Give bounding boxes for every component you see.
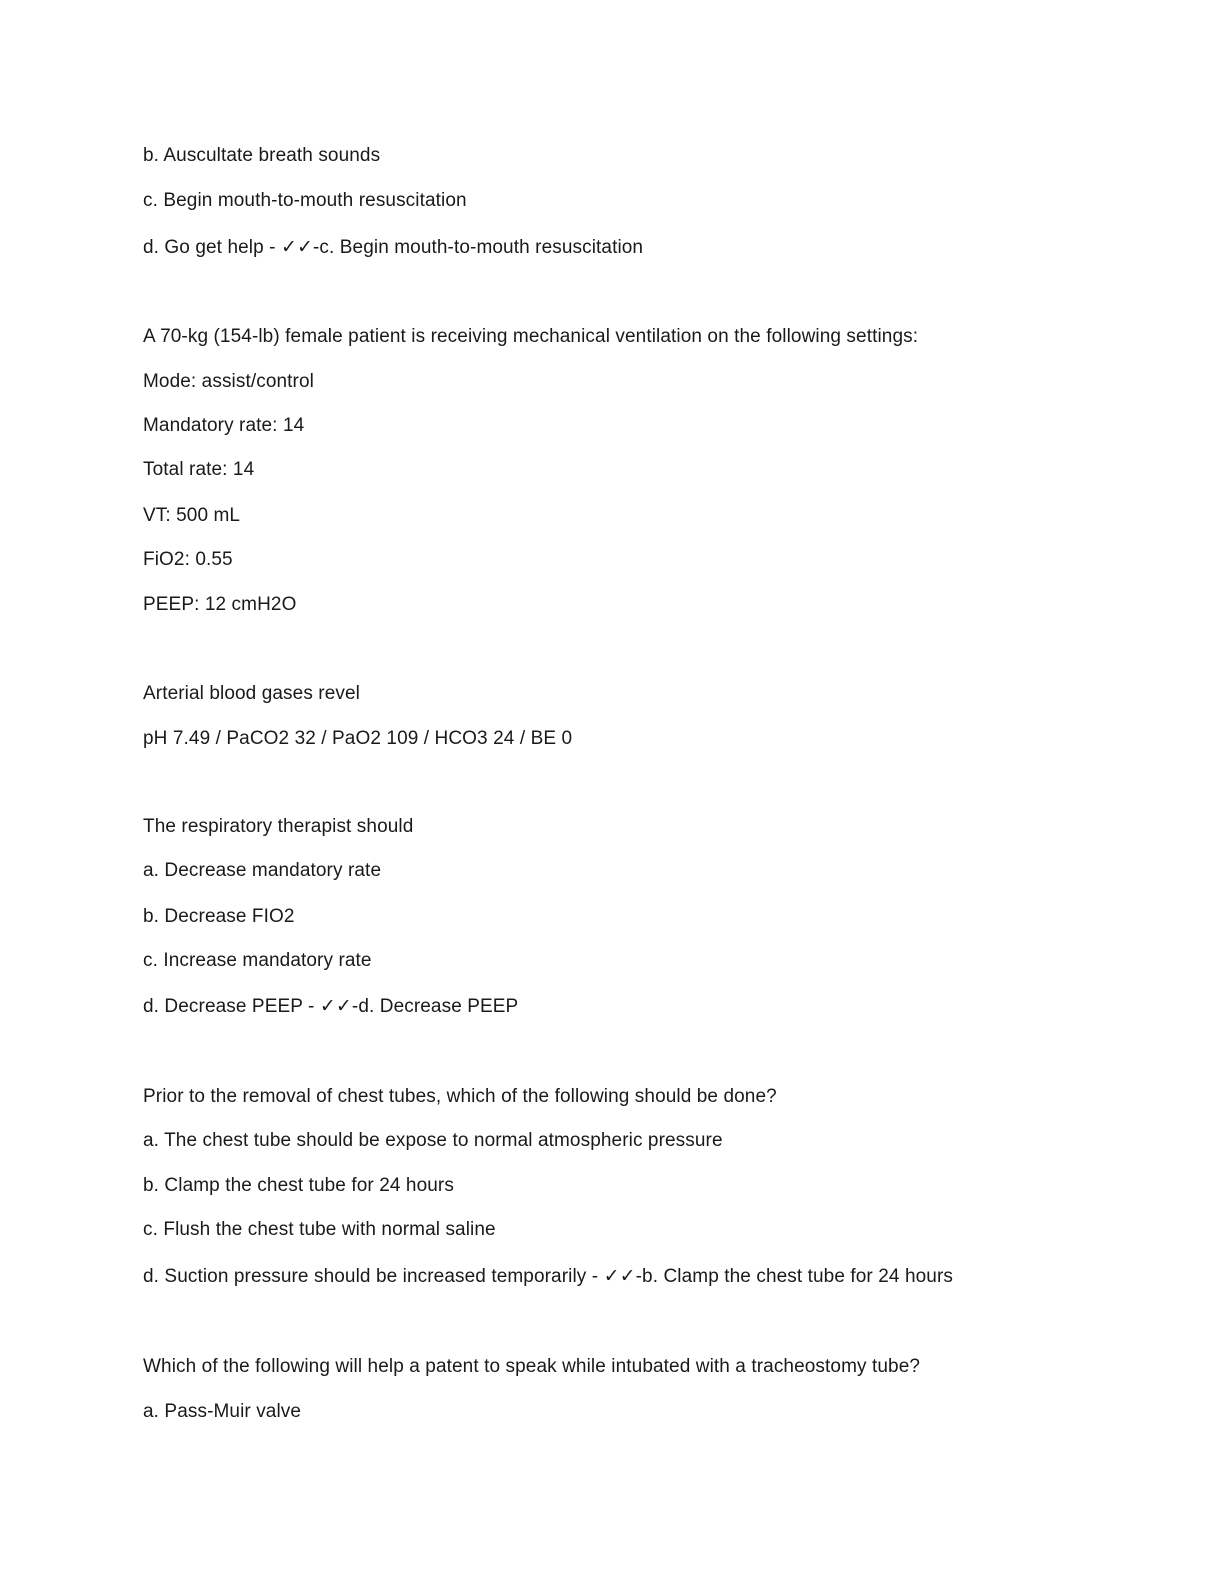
answer-option-d-with-key: d. Decrease PEEP - ✓✓-d. Decrease PEEP (143, 996, 519, 1017)
answer-option-d-with-key: d. Suction pressure should be increased temporarily - ✓✓-b. Clamp the chest tube for 24 hours (143, 1266, 953, 1287)
answer-option-c: c. Begin mouth-to-mouth resuscitation (143, 190, 467, 211)
setting-mode: Mode: assist/control (143, 371, 314, 392)
answer-option-a: a. Decrease mandatory rate (143, 860, 382, 881)
answer-option-c: c. Flush the chest tube with normal saline (143, 1219, 496, 1240)
question-stem: The respiratory therapist should (143, 816, 414, 837)
question-text: Prior to the removal of chest tubes, which of the following should be done? (143, 1086, 777, 1107)
setting-fio2: FiO2: 0.55 (143, 549, 233, 570)
setting-total-rate: Total rate: 14 (143, 459, 255, 480)
question-text: Which of the following will help a patent to speak while intubated with a tracheostomy tube? (143, 1356, 921, 1377)
abg-heading: Arterial blood gases revel (143, 683, 360, 704)
setting-vt: VT: 500 mL (143, 505, 241, 526)
abg-values: pH 7.49 / PaCO2 32 / PaO2 109 / HCO3 24 / BE 0 (143, 728, 573, 749)
question-text: A 70-kg (154-lb) female patient is receiving mechanical ventilation on the following settings: (143, 326, 919, 347)
answer-option-d-with-key: d. Go get help - ✓✓-c. Begin mouth-to-mouth resuscitation (143, 237, 644, 258)
answer-option-b: b. Decrease FIO2 (143, 906, 295, 927)
answer-option-a: a. Pass-Muir valve (143, 1401, 302, 1422)
answer-option-c: c. Increase mandatory rate (143, 950, 372, 971)
answer-option-b: b. Clamp the chest tube for 24 hours (143, 1175, 454, 1196)
setting-peep: PEEP: 12 cmH2O (143, 594, 297, 615)
setting-mandatory-rate: Mandatory rate: 14 (143, 415, 305, 436)
answer-option-a: a. The chest tube should be expose to normal atmospheric pressure (143, 1130, 723, 1151)
answer-option-b: b. Auscultate breath sounds (143, 145, 381, 166)
